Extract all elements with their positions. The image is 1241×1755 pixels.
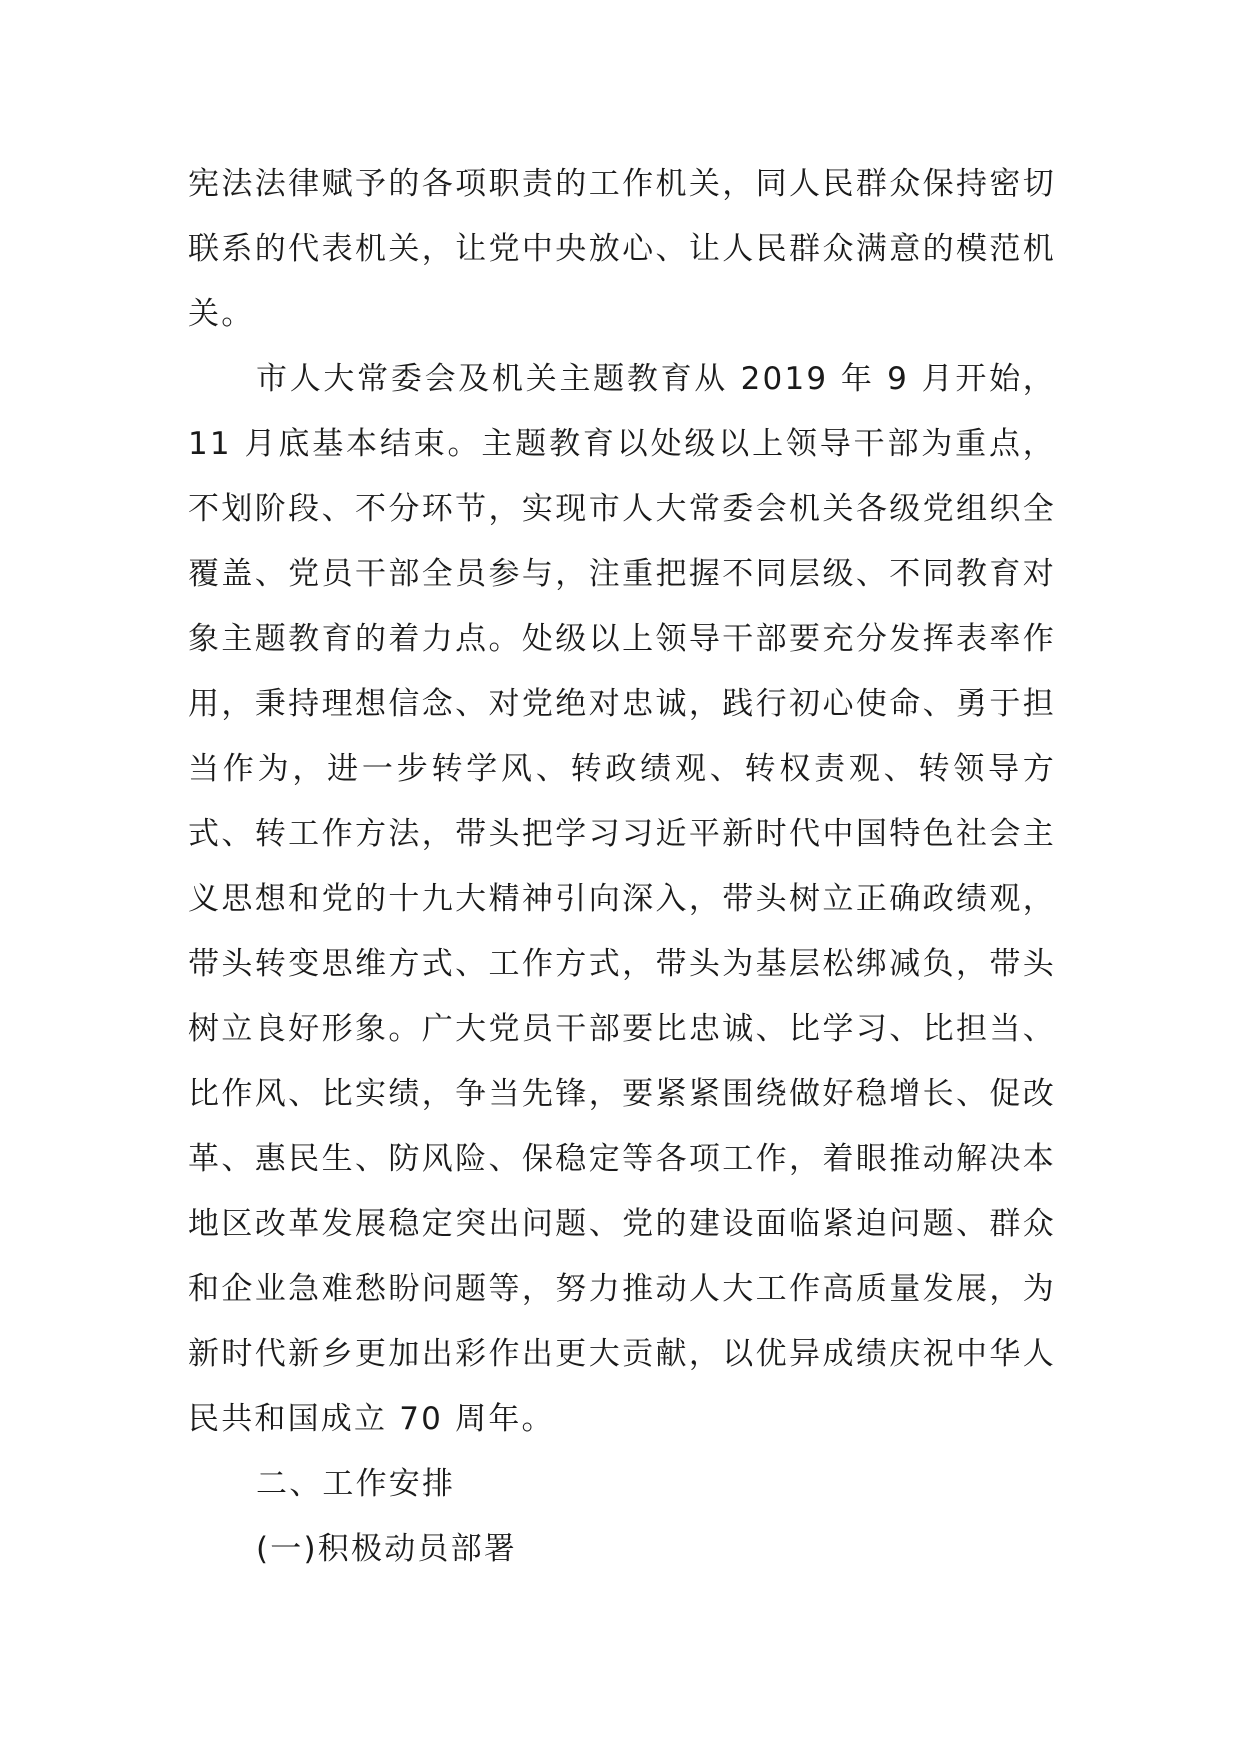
subsection-heading: (一)积极动员部署	[256, 1531, 517, 1567]
section-heading: 二、工作安排	[256, 1466, 456, 1502]
paragraph-continuation: 宪法法律赋予的各项职责的工作机关，同人民群众保持密切联系的代表机关，让党中央放心、让人民群众满意的模范机关。	[188, 166, 1056, 332]
paragraph-theme-education: 市人大常委会及机关主题教育从 2019 年 9 月开始，11 月底基本结束。主题教育以处级以上领导干部为重点，不划阶段、不分环节，实现市人大常委会机关各级党组织全覆盖、党员干部全员参与，注重把握不同层级、不同教育对象主题教育的着力点。处级以上领导干部要充分发挥表率作用，秉持理想信念、对党绝对忠诚，践行初心使命、勇于担当作为，进一步转学风、转政绩观、转权责观、转领导方式、转工作方法，带头把学习习近平新时代中国特色社会主义思想和党的十九大精神引向深入，带头树立正确政绩观，带头转变思维方式、工作方式，带头为基层松绑减负，带头树立良好形象。广大党员干部要比忠诚、比学习、比担当、比作风、比实绩，争当先锋，要紧紧围绕做好稳增长、促改革、惠民生、防风险、保稳定等各项工作，着眼推动解决本地区改革发展稳定突出问题、党的建设面临紧迫问题、群众和企业急难愁盼问题等，努力推动人大工作高质量发展，为新时代新乡更加出彩作出更大贡献，以优异成绩庆祝中华人民共和国成立 70 周年。	[188, 361, 1056, 1437]
document-body	[188, 152, 1056, 1582]
